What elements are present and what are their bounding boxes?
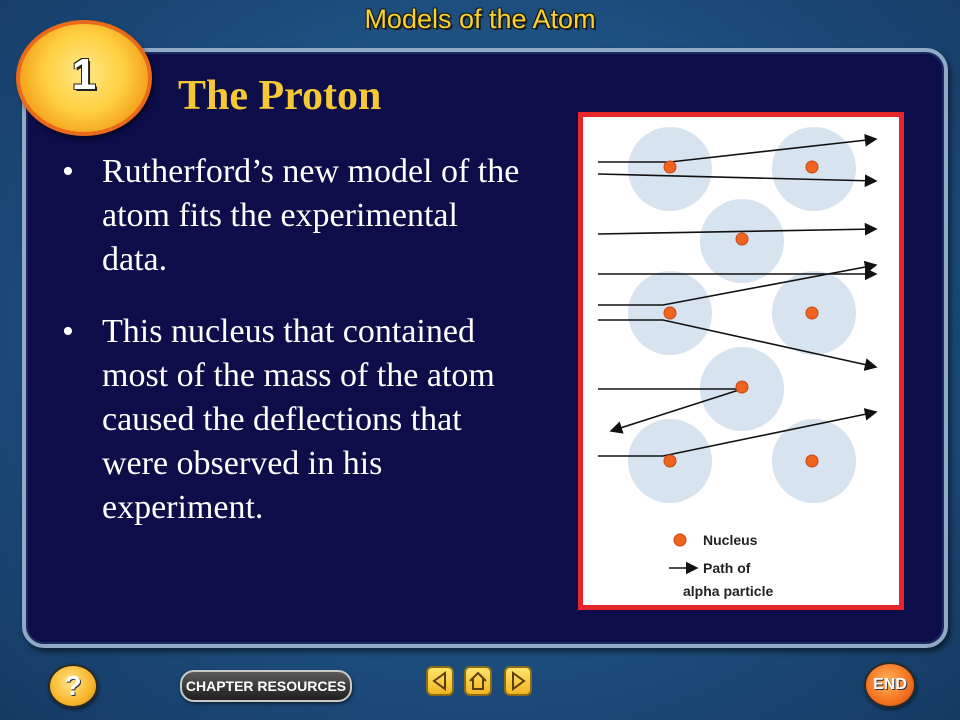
atom-scattering-svg [583, 117, 899, 605]
home-button[interactable] [464, 666, 492, 696]
nucleus [736, 233, 748, 245]
nucleus [664, 307, 676, 319]
help-button[interactable]: ? [48, 664, 98, 708]
next-button[interactable] [504, 666, 532, 696]
next-arrow-icon [506, 668, 530, 694]
slide-title: The Proton [178, 73, 382, 119]
section-number-badge [16, 20, 152, 136]
previous-button[interactable] [426, 666, 454, 696]
bullet-text: This nucleus that contained most of the mass of the atom caused the deflections that were observed in his experiment. [102, 313, 495, 526]
bullet-item [62, 150, 522, 282]
chapter-resources-button[interactable]: CHAPTER RESOURCES [180, 670, 352, 702]
legend-path-label-1: Path of [703, 560, 751, 576]
nucleus [806, 307, 818, 319]
legend-nucleus-icon [674, 534, 686, 546]
legend-nucleus-label: Nucleus [703, 532, 758, 548]
bullet-marker: • [62, 313, 74, 350]
bullet-marker: • [62, 153, 74, 190]
nucleus [806, 161, 818, 173]
atoms [628, 127, 856, 503]
end-button[interactable]: END [864, 662, 916, 708]
legend [669, 532, 773, 599]
bullet-item [62, 310, 522, 530]
bullet-list [62, 150, 522, 558]
bullet-text: Rutherford’s new model of the atom fits the experimental data. [102, 153, 520, 278]
rutherford-diagram [578, 112, 904, 610]
nucleus [664, 455, 676, 467]
legend-path-label-2: alpha particle [683, 583, 774, 599]
previous-arrow-icon [428, 668, 452, 694]
nucleus [664, 161, 676, 173]
nucleus [806, 455, 818, 467]
nucleus [736, 381, 748, 393]
section-title: Models of the Atom [364, 4, 596, 34]
home-icon [466, 668, 490, 694]
section-number: 1 [71, 50, 97, 99]
